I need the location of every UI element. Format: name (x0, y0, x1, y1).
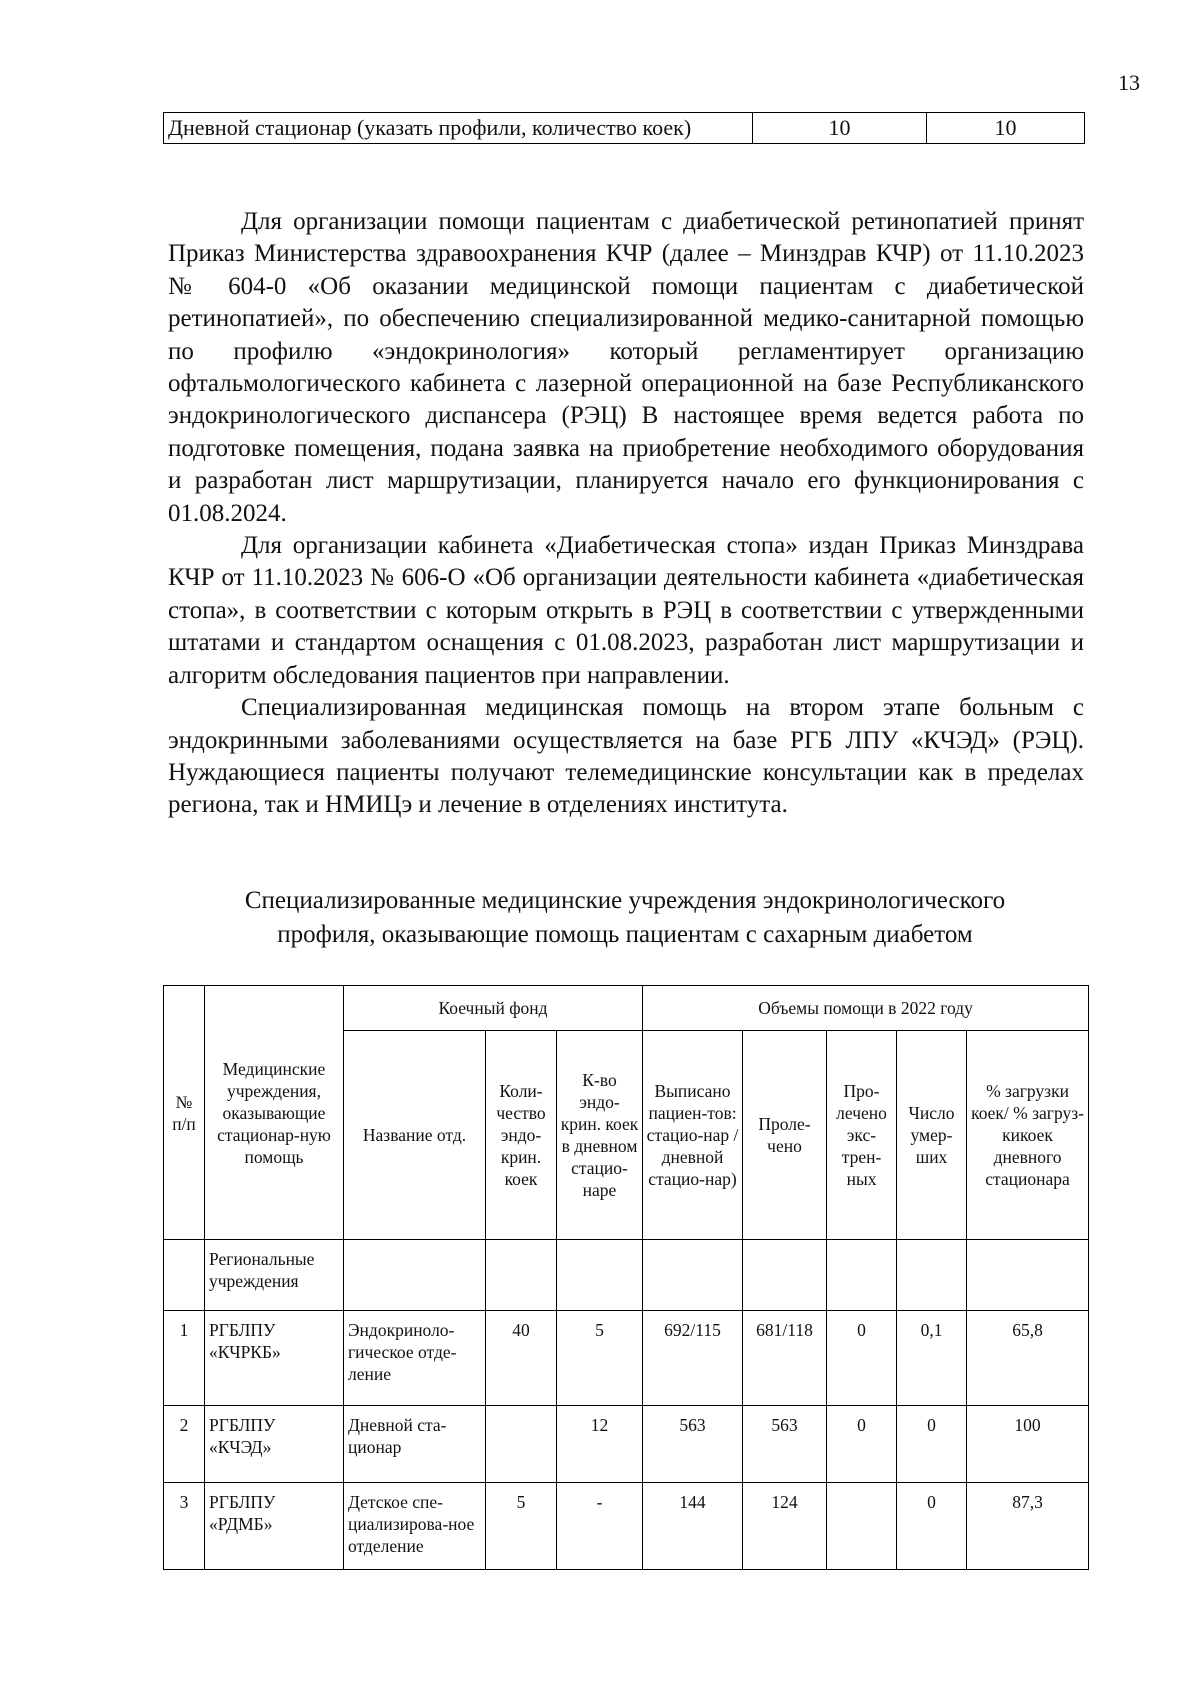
header-treated: Проле-чено (743, 1031, 827, 1240)
header-deaths: Число умер-ших (897, 1031, 967, 1240)
empty-cell (486, 1240, 557, 1311)
body-text (168, 206, 1084, 822)
row-num: 2 (164, 1406, 205, 1483)
row-beds: 40 (486, 1311, 557, 1406)
row-label: Дневной стационар (указать профили, количество коек) (164, 113, 753, 144)
row-dept: Дневной ста-ционар (344, 1406, 486, 1483)
table-caption (150, 884, 1100, 952)
header-row (164, 986, 1089, 1031)
row-institution: РГБЛПУ «РДМБ» (205, 1483, 344, 1570)
page-number: 13 (1118, 70, 1140, 95)
paragraph: Специализированная медицинская помощь на втором этапе больным с эндокринными заболеваниями осуществляется на базе РГБ ЛПУ «КЧЭД» (РЭЦ). Нуждающиеся пациенты получают телемедицинские консультации как в пределах региона, так и НМИЦэ и лечение в отделениях института. (168, 694, 1084, 819)
header-institution: Медицинские учреждения, оказывающие стационар-ную помощь (205, 986, 344, 1240)
row-num: 1 (164, 1311, 205, 1406)
row-dept: Эндокриноло-гическое отде-ление (344, 1311, 486, 1406)
row-emergency: 0 (827, 1406, 897, 1483)
row-discharged: 563 (643, 1406, 743, 1483)
value-cell: 10 (753, 113, 927, 144)
caption-line: Специализированные медицинские учреждения эндокринологического (244, 887, 1006, 914)
header-day-beds: К-во эндо-крин. коек в дневном стацио-наре (557, 1031, 643, 1240)
empty-cell (344, 1240, 486, 1311)
table-row (164, 1311, 1089, 1406)
row-emergency: 0 (827, 1311, 897, 1406)
row-treated: 563 (743, 1406, 827, 1483)
row-treated: 124 (743, 1483, 827, 1570)
header-bed-fund: Коечный фонд (344, 986, 643, 1031)
row-deaths: 0 (897, 1483, 967, 1570)
table-row (164, 1483, 1089, 1570)
summary-table (163, 112, 1085, 144)
section-row (164, 1240, 1089, 1311)
empty-cell (743, 1240, 827, 1311)
row-load: 65,8 (967, 1311, 1089, 1406)
table-row (164, 1406, 1089, 1483)
header-num: № п/п (164, 986, 205, 1240)
row-day-beds: 5 (557, 1311, 643, 1406)
paragraph: Для организации помощи пациентам с диабетической ретинопатией принят Приказ Министерства здравоохранения КЧР (далее – Минздрав КЧР) от 11.10.2023 № 604-0 «Об оказании медицинской помощи пациентам с диабетической ретинопатией», по обеспечению специализированной медико-санитарной помощью по профилю «эндокринология» который регламентирует организацию офтальмологического кабинета с лазерной операционной на базе Республиканского эндокринологического диспансера (РЭЦ) В настоящее время ведется работа по подготовке помещения, подана заявка на приобретение необходимого оборудования и разработан лист маршрутизации, планируется начало его функционирования с 01.08.2024. (168, 208, 1084, 527)
row-deaths: 0,1 (897, 1311, 967, 1406)
row-institution: РГБЛПУ «КЧЭД» (205, 1406, 344, 1483)
institutions-table (163, 985, 1089, 1570)
row-load: 87,3 (967, 1483, 1089, 1570)
empty-cell (827, 1240, 897, 1311)
row-beds (486, 1406, 557, 1483)
row-beds: 5 (486, 1483, 557, 1570)
row-deaths: 0 (897, 1406, 967, 1483)
header-emergency: Про-лечено экс-трен-ных (827, 1031, 897, 1240)
empty-cell (897, 1240, 967, 1311)
row-num: 3 (164, 1483, 205, 1570)
paragraph: Для организации кабинета «Диабетическая стопа» издан Приказ Минздрава КЧР от 11.10.2023 № 606-О «Об организации деятельности кабинета «диабетическая стопа», в соответствии с которым открыть в РЭЦ в соответствии с утвержденными штатами и стандартом оснащения с 01.08.2023, разработан лист маршрутизации и алгоритм обследования пациентов при направлении. (168, 532, 1084, 689)
value-cell: 10 (927, 113, 1085, 144)
header-beds: Коли-чество эндо-крин. коек (486, 1031, 557, 1240)
row-day-beds: - (557, 1483, 643, 1570)
header-discharged: Выписано пациен-тов: стацио-нар / дневной стацио-нар) (643, 1031, 743, 1240)
header-volume: Объемы помощи в 2022 году (643, 986, 1089, 1031)
row-load: 100 (967, 1406, 1089, 1483)
row-discharged: 144 (643, 1483, 743, 1570)
empty-cell (557, 1240, 643, 1311)
row-emergency (827, 1483, 897, 1570)
row-treated: 681/118 (743, 1311, 827, 1406)
row-dept: Детское спе-циализирова-ное отделение (344, 1483, 486, 1570)
row-discharged: 692/115 (643, 1311, 743, 1406)
row-day-beds: 12 (557, 1406, 643, 1483)
row-institution: РГБЛПУ «КЧРКБ» (205, 1311, 344, 1406)
header-dept: Название отд. (344, 1031, 486, 1240)
section-label: Региональные учреждения (205, 1240, 344, 1311)
table-row (164, 113, 1085, 144)
empty-cell (643, 1240, 743, 1311)
empty-cell (967, 1240, 1089, 1311)
caption-line: профиля, оказывающие помощь пациентам с сахарным диабетом (277, 921, 973, 948)
header-load: % загрузки коек/ % загруз-кикоек дневного стационара (967, 1031, 1089, 1240)
empty-cell (164, 1240, 205, 1311)
